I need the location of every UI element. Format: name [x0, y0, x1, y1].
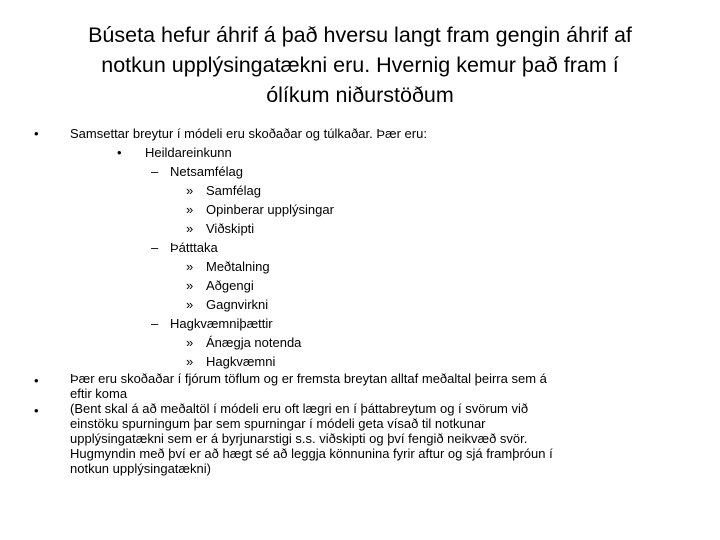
- arrow-icon: »: [186, 183, 194, 198]
- group-label: Þátttaka: [170, 240, 218, 255]
- bullet-text-line: Hugmyndin með því er að hægt sé að leggja könnunina fyrir aftur og sjá framþróun í: [70, 446, 553, 461]
- arrow-icon: »: [186, 221, 194, 236]
- list-item-label: Opinberar upplýsingar: [206, 202, 334, 217]
- list-item: [0, 200, 720, 219]
- dash-icon: –: [151, 164, 159, 179]
- title-line: notkun upplýsingatækni eru. Hvernig kemur það fram í: [101, 53, 619, 77]
- arrow-icon: »: [186, 335, 194, 350]
- arrow-icon: »: [186, 278, 194, 293]
- list-item: [0, 257, 720, 276]
- bullet-text-line: notkun upplýsingatækni): [70, 461, 211, 476]
- slide-title: [40, 20, 680, 110]
- list-item-label: Samfélag: [206, 183, 261, 198]
- bullet-text-line: einstöku spurningum þar sem spurningar í módeli geta vísað til notkunar: [70, 416, 486, 431]
- bullet-text-line: upplýsingatækni sem er á byrjunarstigi s.s. viðskipti og því fengið neikvæð svör.: [70, 431, 528, 446]
- title-line: ólíkum niðurstöðum: [266, 83, 454, 107]
- list-item: [0, 295, 720, 314]
- bullet-item: [0, 401, 720, 476]
- bullet-text-line: eftir koma: [70, 386, 128, 401]
- list-item-label: Aðgengi: [206, 278, 254, 293]
- group-heading: [0, 314, 720, 333]
- group-heading: [0, 162, 720, 181]
- bullet-list: [0, 124, 720, 476]
- dash-icon: –: [151, 316, 159, 331]
- list-item-label: Ánægja notenda: [206, 335, 302, 350]
- bullet-item: [0, 371, 720, 401]
- bullet-icon: •: [117, 145, 122, 160]
- list-item-label: Meðtalning: [206, 259, 270, 274]
- arrow-icon: »: [186, 259, 194, 274]
- bullet-icon: •: [34, 403, 39, 418]
- arrow-icon: »: [186, 297, 194, 312]
- sub-item-label: Heildareinkunn: [145, 145, 232, 160]
- sub-item: [0, 143, 720, 162]
- group-label: Netsamfélag: [170, 164, 243, 179]
- dash-icon: –: [151, 240, 159, 255]
- arrow-icon: »: [186, 202, 194, 217]
- title-line: Búseta hefur áhrif á það hversu langt fram gengin áhrif af: [88, 23, 632, 47]
- bullet-item: [0, 124, 720, 143]
- arrow-icon: »: [186, 354, 194, 369]
- bullet-text-line: Þær eru skoðaðar í fjórum töflum og er fremsta breytan alltaf meðaltal þeirra sem á: [70, 371, 547, 386]
- bullet-text-line: (Bent skal á að meðaltöl í módeli eru oft lægri en í þáttabreytum og í svörum við: [70, 401, 529, 416]
- list-item-label: Gagnvirkni: [206, 297, 269, 312]
- bullet-icon: •: [34, 373, 39, 388]
- list-item: [0, 219, 720, 238]
- bullet-icon: •: [34, 126, 39, 141]
- group-heading: [0, 238, 720, 257]
- list-item-label: Viðskipti: [206, 221, 255, 236]
- list-item: [0, 352, 720, 371]
- list-item: [0, 333, 720, 352]
- bullet-text: Samsettar breytur í módeli eru skoðaðar og túlkaðar. Þær eru:: [70, 126, 427, 141]
- list-item: [0, 276, 720, 295]
- list-item: [0, 181, 720, 200]
- list-item-label: Hagkvæmni: [206, 354, 276, 369]
- group-label: Hagkvæmniþættir: [170, 316, 273, 331]
